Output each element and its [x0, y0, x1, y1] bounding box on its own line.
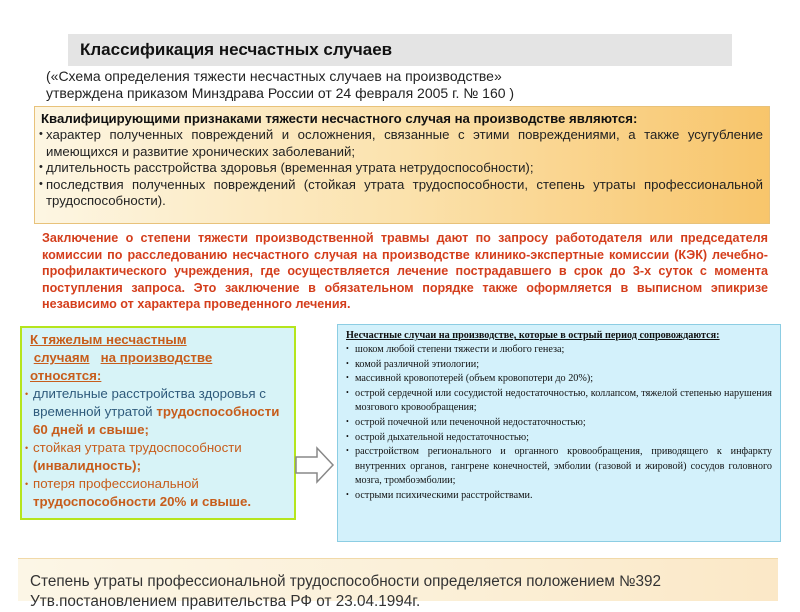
severe-item-emphasis: трудоспособности 60 дней и свыше; [33, 404, 280, 437]
severe-item-text: потеря профессиональной [33, 476, 199, 491]
page-title: Классификация несчастных случаев [80, 40, 393, 59]
bullet-icon: • [346, 387, 349, 397]
criteria-item [41, 177, 763, 210]
acute-item [346, 372, 772, 387]
severe-item-text: длительные расстройства здоровья с временной утратой [33, 386, 266, 419]
acute-item [346, 358, 772, 373]
acute-item-text: шоком любой степени тяжести и любого генеза; [355, 344, 565, 355]
bullet-icon: • [346, 431, 349, 441]
bullet-icon: • [39, 161, 43, 173]
subtitle-line-2: утверждена приказом Минздрава России от 24 февраля 2005 г. № 160 ) [46, 85, 515, 101]
severe-cases-box [20, 326, 296, 520]
acute-item-text: острой почечной или печеночной недостаточностью; [355, 416, 586, 428]
footer-text: Степень утраты профессиональной трудоспособности определяется положением №392 Утв.постановлением правительства РФ от 23.04.1994г. [30, 573, 662, 610]
severe-item [25, 475, 286, 511]
footer-box [18, 558, 778, 610]
acute-item [346, 387, 772, 416]
acute-item-text: острой сердечной или сосудистой недостаточностью, коллапсом, тяжелой степенью нарушения мозгового кровообращения; [355, 387, 772, 414]
acute-item [346, 445, 772, 489]
acute-item-text: острыми психическими расстройствами. [355, 489, 533, 501]
acute-heading: Несчастные случаи на производстве, которые в острый период сопровождаются: [346, 330, 720, 341]
acute-item-text: комой различной этиологии; [355, 358, 480, 370]
acute-item [346, 431, 772, 446]
acute-item-text: расстройством регионального и органного кровообращения, приводящего к инфаркту внутренних органов, гангрене конечностей, эмболии (газовой и жировой) сосудов головного мозга, тромбоэмболии; [355, 446, 772, 487]
severe-item [25, 439, 286, 475]
criteria-item [41, 160, 763, 177]
bullet-icon: • [39, 177, 43, 190]
criteria-item-text: последствия полученных повреждений (стойкая утрата трудоспособности, степень утраты профессиональной трудоспособности). [46, 176, 763, 208]
conclusion-paragraph: Заключение о степени тяжести производственной травмы дают по запросу работодателя или председателя комиссии по расследованию несчастного случая на производстве клинико-экспертные комиссии (КЭК) лечебно-профилактического учреждения, где осуществляется лечение пострадавшего в срок до 3-х суток с момента поступления запроса. Это заключение в обязательном порядке также оформляется в выписном эпикризе независимо от характера проведенного лечения. [42, 231, 768, 311]
criteria-item-text: характер полученных повреждений и осложнения, связанные с этими повреждениями, а также усугубление имеющихся и развитие хронических заболеваний; [46, 127, 763, 159]
criteria-item-text: длительность расстройства здоровья (временная утрата нетрудоспособности); [46, 160, 534, 175]
right-arrow-icon [295, 446, 335, 484]
bullet-icon: • [25, 389, 29, 399]
severe-item-emphasis: (инвалидность); [33, 458, 142, 473]
acute-cases-box [337, 324, 781, 542]
acute-item [346, 416, 772, 431]
severe-heading-word: случаям [33, 350, 90, 365]
acute-item [346, 343, 772, 358]
bullet-icon: • [346, 358, 349, 368]
severe-heading-word: на производстве [100, 350, 213, 365]
bullet-icon: • [25, 443, 29, 453]
bullet-icon: • [346, 373, 349, 383]
criteria-item [41, 127, 763, 160]
bullet-icon: • [25, 479, 29, 489]
acute-item-text: острой дыхательной недостаточностью; [355, 431, 529, 443]
bullet-icon: • [346, 446, 349, 456]
subtitle [46, 68, 746, 102]
severe-item-text: стойкая утрата трудоспособности [33, 440, 242, 455]
bullet-icon: • [346, 344, 349, 353]
criteria-box [34, 106, 770, 224]
severe-heading-line-2 [30, 349, 286, 367]
severe-item [25, 385, 286, 439]
bullet-icon: • [346, 416, 349, 426]
acute-item-text: массивной кровопотерей (объем кровопотери до 20%); [355, 373, 594, 385]
severe-heading-line-1: К тяжелым несчастным [30, 332, 187, 347]
severe-heading-line-3: относятся: [30, 368, 102, 383]
bullet-icon: • [346, 489, 349, 499]
bullet-icon: • [39, 128, 43, 140]
subtitle-line-1: («Схема определения тяжести несчастных случаев на производстве» [46, 68, 502, 84]
severe-item-emphasis: трудоспособности 20% и свыше. [33, 494, 252, 509]
criteria-heading: Квалифицирующими признаками тяжести несчастного случая на производстве являются: [41, 111, 638, 126]
acute-item [346, 489, 772, 504]
